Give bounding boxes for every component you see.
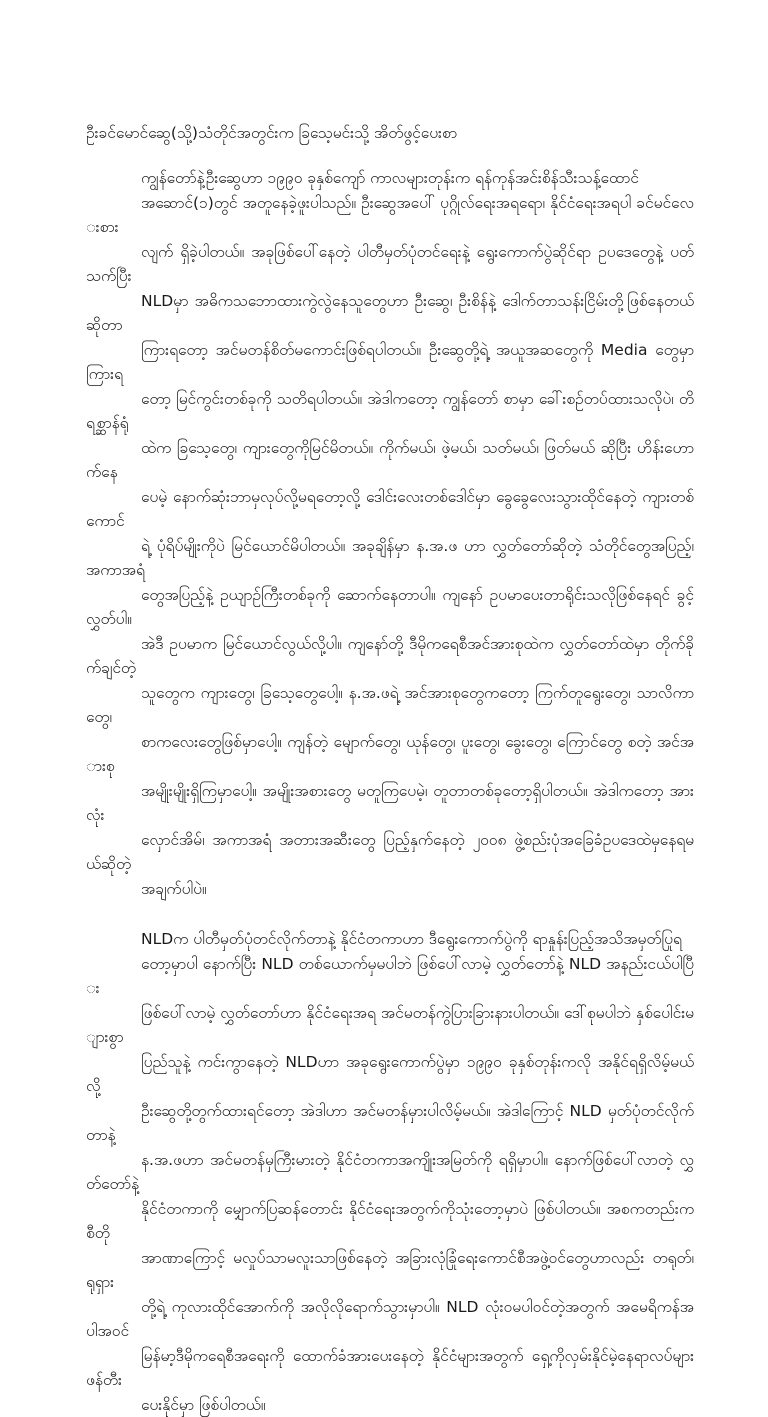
paragraph-line: န.အ.ဖဟာ အင်မတန်မှကြီးမားတဲ့ နိုင်ငံတကာအကျိုးအမြတ်ကို ရရှိမှာပါ။ နောက်ဖြစ်ပေါ်လာတဲ့ လွှတ်တော်နဲ့ [86, 1148, 694, 1197]
paragraph-line: နိုင်ငံတကာကို မျှောက်ပြဆန်တောင်း နိုင်ငံရေးအတွက်ကိုသုံးတော့မှာပဲ ဖြစ်ပါတယ်။ အစကတည်းက စီတို [86, 1197, 694, 1246]
paragraph-line: ပေးနိုင်မှာ ဖြစ်ပါတယ်။ [86, 1393, 694, 1417]
paragraph-line: ထဲက ခြသေ့တွေ၊ ကျားတွေကိုမြင်မိတယ်။ ကိုက်မယ်၊ ဖဲ့မယ်၊ သတ်မယ်၊ ဖြတ်မယ် ဆိုပြီး ဟိန်းဟောက်နေ [86, 436, 694, 485]
paragraph-line: ကြားရတော့ အင်မတန်စိတ်မကောင်းဖြစ်ရပါတယ်။ ဦးဆွေတို့ရဲ့ အယူအဆတွေကို Media တွေမှာ ကြားရ [86, 338, 694, 387]
paragraph-line: မြန်မာ့ဒီမိုကရေစီအရေးကို ထောက်ခံအားပေးနေတဲ့ နိုင်ငံများအတွက် ရှေ့ကိုလှမ်းနိုင်မဲ့နေရာလပ်များ ဖန်တီး [86, 1344, 694, 1393]
paragraph-line: ပြည်သူနဲ့ ကင်းကွာနေတဲ့ NLDဟာ အခုရွေးကောက်ပွဲမှာ ၁၉၉၀ ခုနှစ်တုန်းကလို အနိုင်ရရှိလိမ့်မယ်လို့ [86, 1050, 694, 1099]
paragraph-line: ရဲ့ ပုံရိပ်မျိုးကိုပဲ မြင်ယောင်မိပါတယ်။ အခုချိန်မှာ န.အ.ဖ ဟာ လွှတ်တော်ဆိုတဲ့ သံတိုင်တွေအပြည့်၊ အကာအရံ [86, 534, 694, 583]
paragraph-line: လျက် ရှိခဲ့ပါတယ်။ အခုဖြစ်ပေါ်နေတဲ့ ပါတီမှတ်ပုံတင်ရေးနဲ့ ရွေးကောက်ပွဲဆိုင်ရာ ဥပဒေတွေနဲ့ ပတ်သက်ပြီး [86, 240, 694, 289]
paragraph-line: ပေမဲ့ နောက်ဆုံးဘာမှလုပ်လို့မရတော့လို့ ဒေါင်းလေးတစ်ဒေါင်မှာ ခွေခွေလေးသွားထိုင်နေတဲ့ ကျားတစ်ကောင် [86, 485, 694, 534]
paragraph [86, 927, 694, 1417]
paragraph-line: အဆောင်(၁)တွင် အတူနေခဲ့ဖူးပါသည်။ ဦးဆွေအပေါ် ပုဂ္ဂိုလ်ရေးအရရော၊ နိုင်ငံရေးအရပါ ခင်မင်လေးစား [86, 191, 694, 240]
paragraph-line: ကျွန်တော်နဲ့ဦးဆွေဟာ ၁၉၉၀ ခုနှစ်ကျော် ကာလများတုန်းက ရန်ကုန်အင်းစိန်သီးသန့်ထောင် [86, 166, 694, 191]
paragraph-line: အမျိုးမျိုးရှိကြမှာပေါ့။ အမျိုးအစားတွေ မတူကြပေမဲ့၊ တူတာတစ်ခုတော့ရှိပါတယ်။ အဲဒါကတော့ အားလုံး [86, 779, 694, 828]
document-body [86, 166, 694, 1417]
paragraph-line: အချက်ပါပဲ။ [86, 877, 694, 902]
paragraph-line: တော့ မြင်ကွင်းတစ်ခုကို သတိရပါတယ်။ အဲဒါကတော့ ကျွန်တော် စာမှာ ခေါ်းစဉ်တပ်ထားသလိုပဲ၊ တိရစ္ဆာန်ရုံ [86, 387, 694, 436]
document-title: ဦးခင်မောင်ဆွေ(သို့)သံတိုင်အတွင်းက ခြသေ့မင်းသို့ အိတ်ဖွင့်ပေးစာ [86, 122, 694, 144]
paragraph-line: ဖြစ်ပေါ်လာမဲ့ လွှတ်တော်ဟာ နိုင်ငံရေးအရ အင်မတန်ကွဲပြားခြားနားပါတယ်။ ဒေါ်စုမပါဘဲ နှစ်ပေါင်းများစွာ [86, 1001, 694, 1050]
paragraph-line: တို့ရဲ့ ကုလားထိုင်အောက်ကို အလိုလိုရောက်သွားမှာပါ။ NLD လုံးဝမပါဝင်တဲ့အတွက် အမေရိကန်အပါအဝင် [86, 1295, 694, 1344]
paragraph-line: NLDက ပါတီမှတ်ပုံတင်လိုက်တာနဲ့ နိုင်ငံတကာဟာ ဒီရွေးကောက်ပွဲကို ရာနှုန်းပြည့်အသိအမှတ်ပြုရ [86, 927, 694, 952]
paragraph-line: ဦးဆွေတို့တွက်ထားရင်တော့ အဲဒါဟာ အင်မတန်မှားပါလိမ့်မယ်။ အဲဒါကြောင့် NLD မှတ်ပုံတင်လိုက်တာနဲ့ [86, 1099, 694, 1148]
paragraph-line: NLDမှာ အဓိကသဘောထားကွဲလွဲနေသူတွေဟာ ဦးဆွေ၊ ဦးစိန်နဲ့ ဒေါက်တာသန်းငြိမ်းတို့ဖြစ်နေတယ်ဆိုတာ [86, 289, 694, 338]
paragraph-line: လှောင်အိမ်၊ အကာအရံ အတားအဆီးတွေ ပြည့်နှက်နေတဲ့ ၂၀၀၈ ဖွဲ့စည်းပုံအခြေခံဥပဒေထဲမှနေရမယ်ဆိုတဲ့ [86, 828, 694, 877]
paragraph-line: တော့မှာပါ နောက်ပြီး NLD တစ်ယောက်မှမပါဘဲ ဖြစ်ပေါ်လာမဲ့ လွှတ်တော်နဲ့ NLD အနည်းငယ်ပါပြီး [86, 952, 694, 1001]
paragraph [86, 166, 694, 901]
paragraph-line: တွေအပြည့်နဲ့ ဥယျာဉ်ကြီးတစ်ခုကို ဆောက်နေတာပါ။ ကျနော် ဥပမာပေးတာရိုင်းသလိုဖြစ်နေရင် ခွင့်လွှတ်ပါ။ [86, 583, 694, 632]
paragraph-line: သူတွေက ကျားတွေ၊ ခြသေ့တွေပေါ့။ န.အ.ဖရဲ့ အင်အားစုတွေကတော့ ကြက်တူရွေးတွေ၊ သာလိကာတွေ၊ [86, 681, 694, 730]
paragraph-line: စာကလေးတွေဖြစ်မှာပေါ့။ ကျန်တဲ့ မျောက်တွေ၊ ယုန်တွေ၊ ပူးတွေ၊ ခွေးတွေ၊ ကြောင်တွေ စတဲ့ အင်အားစု [86, 730, 694, 779]
paragraph-line: အဲဒီ ဥပမာက မြင်ယောင်လွယ်လို့ပါ။ ကျနော်တို့ ဒီမိုကရေစီအင်အားစုထဲက လွှတ်တော်ထဲမှာ တိုက်ခိုက်ချင်တဲ့ [86, 632, 694, 681]
paragraph-line: အာဏာကြောင့် မလှုပ်သာမလူးသာဖြစ်နေတဲ့ အခြားလုံခြုံရေးကောင်စီအဖွဲ့ဝင်တွေဟာလည်း တရုတ်၊ ရုရှား [86, 1246, 694, 1295]
